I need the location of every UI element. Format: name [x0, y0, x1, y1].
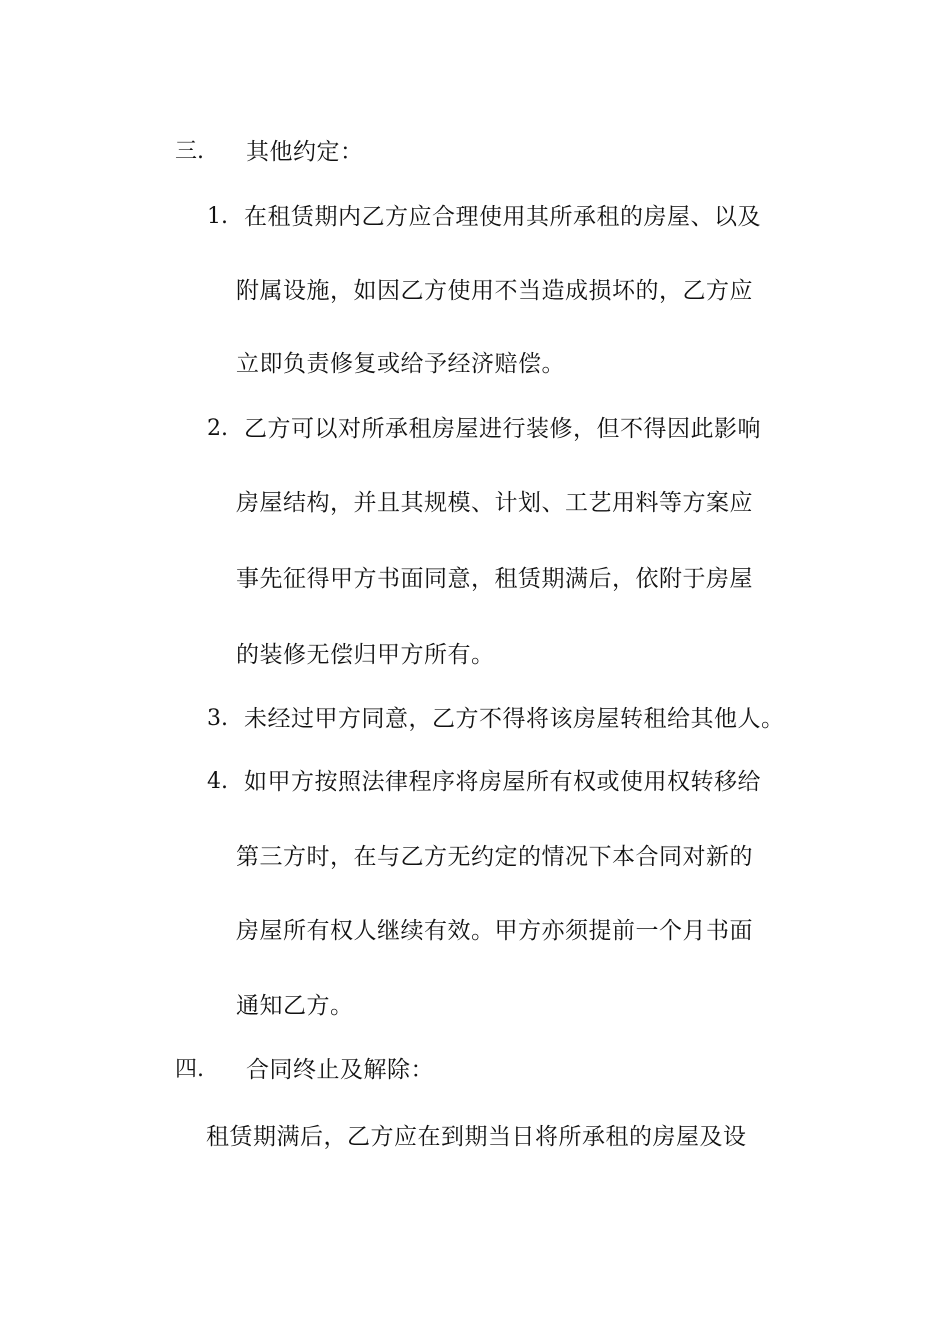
item-text-line: 房屋结构，并且其规模、计划、工艺用料等方案应 [236, 490, 753, 516]
section-title: 其他约定： [246, 139, 364, 165]
section-title: 合同终止及解除： [246, 1057, 434, 1083]
item-text-line: 通知乙方。 [236, 993, 354, 1019]
item-text-line: 事先征得甲方书面同意，租赁期满后，依附于房屋 [236, 566, 753, 592]
item-text-line: 如甲方按照法律程序将房屋所有权或使用权转移给 [244, 769, 761, 795]
item-text-line: 立即负责修复或给予经济赔偿。 [236, 351, 565, 377]
item-number: 4. [207, 769, 228, 794]
item-text-line: 乙方可以对所承租房屋进行装修，但不得因此影响 [244, 416, 761, 442]
section-number: 三. [175, 139, 204, 164]
item-number: 2. [207, 416, 228, 441]
item-number: 1. [207, 204, 228, 229]
item-text-line: 的装修无偿归甲方所有。 [236, 642, 495, 668]
item-text-line: 未经过甲方同意，乙方不得将该房屋转租给其他人。 [244, 706, 785, 732]
section-number: 四. [175, 1057, 204, 1082]
item-text-line: 在租赁期内乙方应合理使用其所承租的房屋、以及 [244, 204, 761, 230]
item-text-line: 附属设施，如因乙方使用不当造成损坏的，乙方应 [236, 278, 753, 304]
item-text-line: 第三方时，在与乙方无约定的情况下本合同对新的 [236, 844, 753, 870]
item-number: 3. [207, 706, 228, 731]
paragraph-line: 租赁期满后，乙方应在到期当日将所承租的房屋及设 [206, 1124, 747, 1150]
item-text-line: 房屋所有权人继续有效。甲方亦须提前一个月书面 [236, 918, 753, 944]
